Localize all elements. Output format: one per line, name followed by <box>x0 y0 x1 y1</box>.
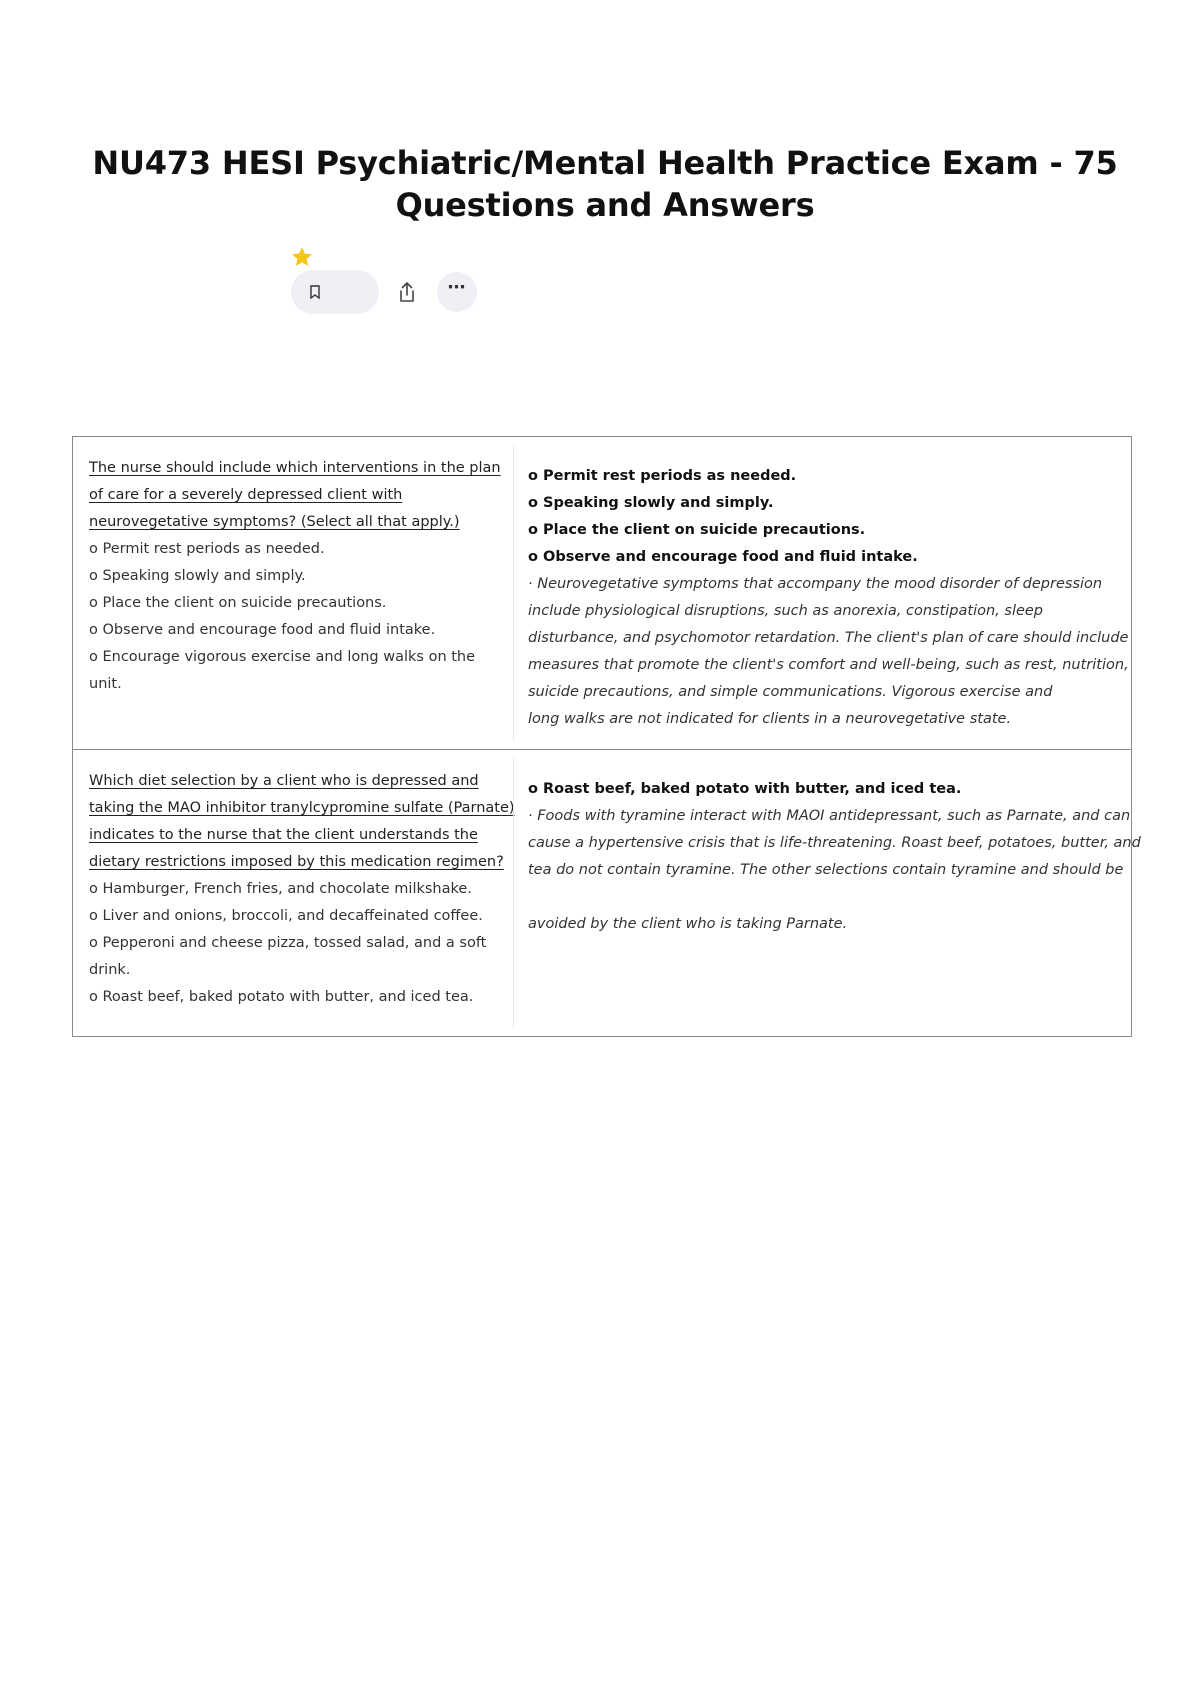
question-text: indicates to the nurse that the client understands the <box>89 827 478 843</box>
rationale-text: cause a hypertensive crisis that is life-threatening. Roast beef, potatoes, butter, and <box>528 835 1141 851</box>
rationale-text: · Neurovegetative symptoms that accompany the mood disorder of depression <box>528 576 1103 592</box>
answer-option: o Roast beef, baked potato with butter, and iced tea. <box>89 989 474 1005</box>
correct-answer: o Place the client on suicide precautions. <box>528 522 866 538</box>
answer-option: o Liver and onions, broccoli, and decaffeinated coffee. <box>89 908 483 924</box>
page-title: NU473 HESI Psychiatric/Mental Health Practice Exam - 75 Questions and Answers <box>92 144 1118 224</box>
answer-cell <box>513 445 1139 741</box>
rationale-text: measures that promote the client's comfort and well-being, such as rest, nutrition, <box>528 657 1129 673</box>
correct-answer: o Roast beef, baked potato with butter, and iced tea. <box>528 781 962 797</box>
more-options-button[interactable] <box>437 272 477 312</box>
qa-row <box>73 437 1131 750</box>
rationale-text: long walks are not indicated for clients in a neurovegetative state. <box>528 711 1012 727</box>
share-icon <box>396 280 418 304</box>
answer-cell <box>513 758 1151 1028</box>
qa-row <box>73 750 1141 1036</box>
correct-answer: o Permit rest periods as needed. <box>528 468 797 484</box>
answer-option: o Permit rest periods as needed. <box>89 541 325 557</box>
star-icon[interactable] <box>290 245 314 269</box>
question-text: dietary restrictions imposed by this medication regimen? <box>89 854 504 870</box>
question-cell <box>73 437 513 749</box>
bookmark-button[interactable] <box>291 270 379 314</box>
rationale-text: tea do not contain tyramine. The other selections contain tyramine and should be <box>528 862 1124 878</box>
correct-answer: o Speaking slowly and simply. <box>528 495 774 511</box>
rationale-text: avoided by the client who is taking Parnate. <box>528 916 848 932</box>
more-icon: ⋯ <box>447 277 467 298</box>
answer-option: drink. <box>89 962 131 978</box>
answer-option: unit. <box>89 676 122 692</box>
rationale-text: · Foods with tyramine interact with MAOI antidepressant, such as Parnate, and can <box>528 808 1131 824</box>
answer-option: o Speaking slowly and simply. <box>89 568 306 584</box>
question-text: of care for a severely depressed client with <box>89 487 403 503</box>
answer-option: o Hamburger, French fries, and chocolate milkshake. <box>89 881 472 897</box>
answer-option: o Place the client on suicide precautions. <box>89 595 387 611</box>
share-button[interactable] <box>387 272 427 312</box>
rationale-text: include physiological disruptions, such as anorexia, constipation, sleep <box>528 603 1044 619</box>
answer-option: o Observe and encourage food and fluid intake. <box>89 622 436 638</box>
bookmark-icon <box>309 285 321 299</box>
correct-answer: o Observe and encourage food and fluid intake. <box>528 549 918 565</box>
rationale-text: suicide precautions, and simple communications. Vigorous exercise and <box>528 684 1053 700</box>
rationale-text: disturbance, and psychomotor retardation. The client's plan of care should include <box>528 630 1129 646</box>
answer-option: o Pepperoni and cheese pizza, tossed salad, and a soft <box>89 935 487 951</box>
document-actions <box>291 270 477 314</box>
question-text: neurovegetative symptoms? (Select all that apply.) <box>89 514 460 530</box>
question-text: Which diet selection by a client who is depressed and <box>89 773 479 789</box>
question-text: taking the MAO inhibitor tranylcypromine sulfate (Parnate) <box>89 800 515 816</box>
spacer <box>528 884 1141 911</box>
question-cell <box>73 750 513 1036</box>
answer-option: o Encourage vigorous exercise and long walks on the <box>89 649 476 665</box>
question-text: The nurse should include which interventions in the plan <box>89 460 501 476</box>
qa-table <box>72 436 1141 1037</box>
